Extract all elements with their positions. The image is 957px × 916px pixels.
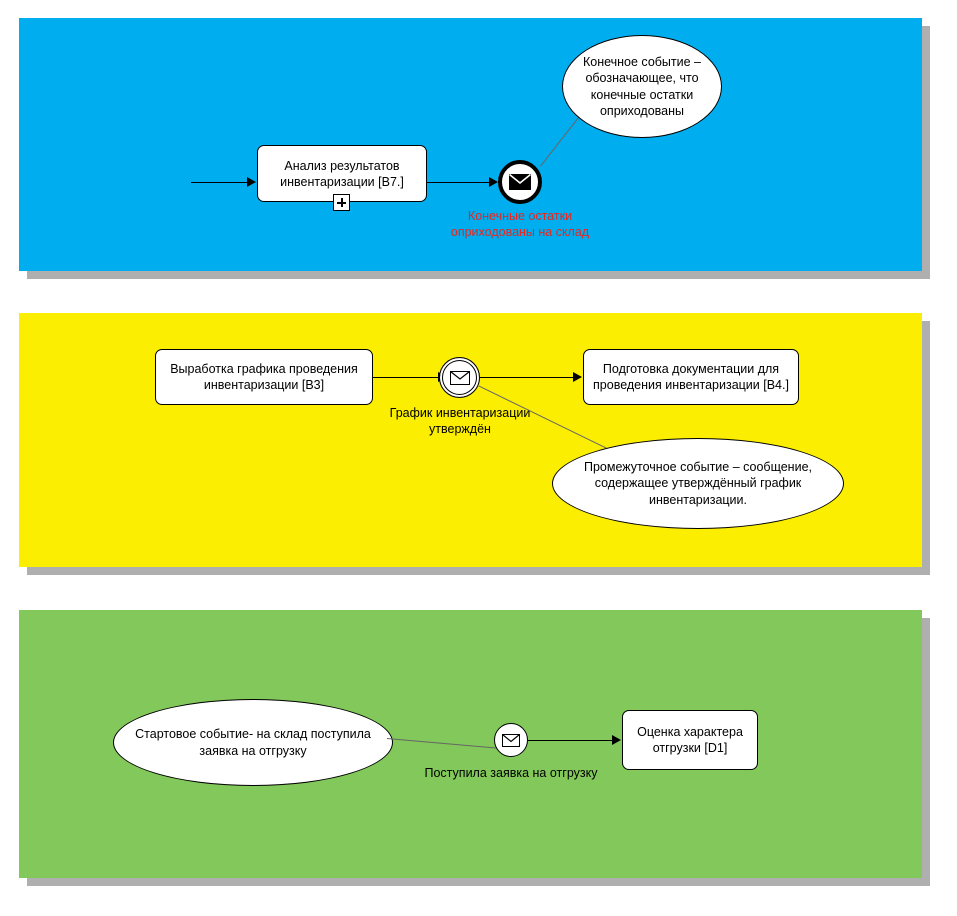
annotation-start-event bbox=[113, 699, 393, 786]
connector-intermediate-to-task bbox=[480, 377, 575, 378]
connector-task-to-end-event bbox=[427, 182, 491, 183]
connector-task-to-intermediate bbox=[373, 377, 440, 378]
connector-incoming-blue bbox=[191, 182, 249, 183]
end-event-label: Конечные остатки оприходованы на склад bbox=[450, 209, 590, 240]
panel-green bbox=[19, 610, 922, 878]
start-event-label: Поступила заявка на отгрузку bbox=[424, 766, 598, 780]
envelope-icon bbox=[502, 734, 520, 747]
task-label: Подготовка документации для проведения инвентаризации [В4.] bbox=[593, 362, 789, 392]
intermediate-event-message[interactable] bbox=[439, 357, 480, 398]
panel-blue bbox=[19, 18, 922, 271]
annotation-intermediate-event bbox=[552, 438, 844, 529]
connector-start-to-task bbox=[528, 740, 614, 741]
arrow-head-incoming-blue bbox=[247, 177, 256, 187]
start-event-message[interactable] bbox=[494, 723, 528, 757]
arrow-head-end-event bbox=[489, 177, 498, 187]
arrow-head-green-task bbox=[612, 735, 621, 745]
envelope-icon bbox=[450, 371, 470, 385]
annotation-label: Конечное событие – обозначающее, что конечные остатки оприходованы bbox=[582, 55, 702, 118]
task-label: Анализ результатов инвентаризации [В7.] bbox=[280, 158, 404, 189]
task-podgotovka-dokumentacii[interactable] bbox=[583, 349, 799, 405]
task-label: Выработка графика проведения инвентаризации [В3] bbox=[170, 362, 358, 392]
task-vyrabotka-grafika[interactable] bbox=[155, 349, 373, 405]
leader-line-green bbox=[387, 738, 502, 749]
end-event-message[interactable] bbox=[498, 160, 542, 204]
annotation-label: Стартовое событие- на склад поступила заявка на отгрузку bbox=[135, 727, 371, 758]
task-label: Оценка характера отгрузки [D1] bbox=[637, 725, 743, 755]
envelope-icon bbox=[509, 174, 531, 190]
plus-marker-icon bbox=[333, 194, 350, 211]
panel-yellow bbox=[19, 313, 922, 567]
task-ocenka-haraktera-otgruzki[interactable] bbox=[622, 710, 758, 770]
annotation-label: Промежуточное событие – сообщение, содержащее утверждённый график инвентаризации. bbox=[583, 460, 812, 507]
annotation-end-event bbox=[562, 35, 722, 138]
intermediate-event-label: График инвентаризации утверждён bbox=[389, 406, 531, 437]
arrow-head-right-task bbox=[573, 372, 582, 382]
